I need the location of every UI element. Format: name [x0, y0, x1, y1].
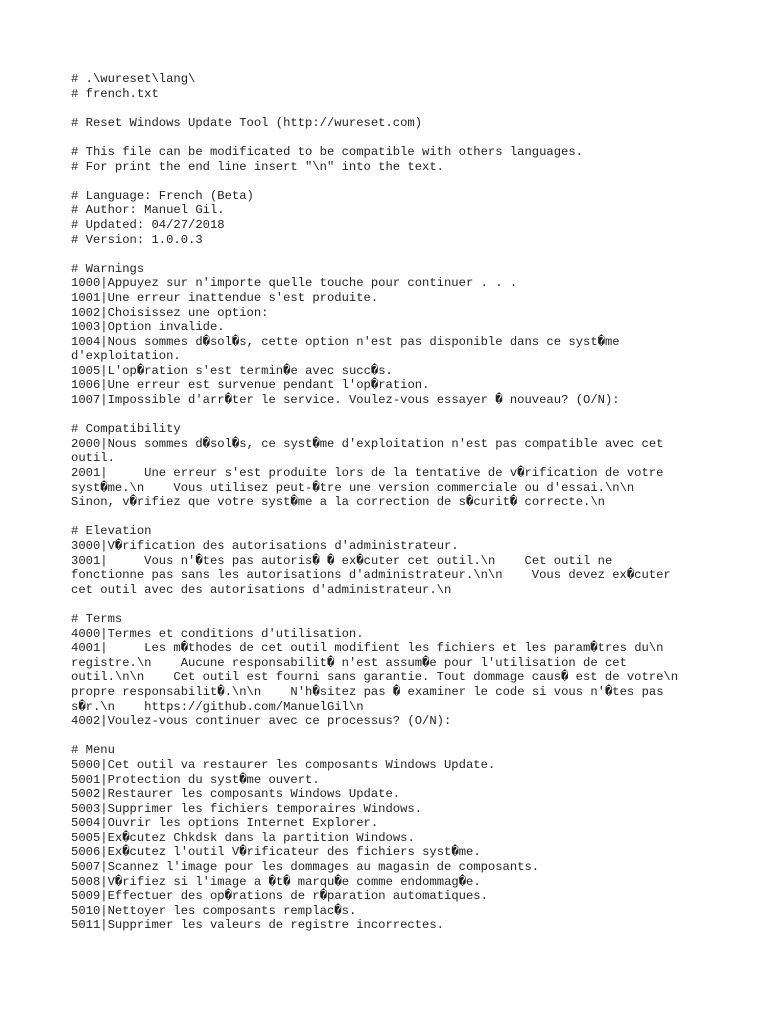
text-line: 4001| Les m�thodes de cet outil modifient les fichiers et les param�tres du\n [71, 641, 664, 656]
text-line: # Updated: 04/27/2018 [71, 217, 225, 232]
text-line: # This file can be modificated to be compatible with others languages. [71, 144, 583, 159]
text-line: 1001|Une erreur inattendue s'est produite. [71, 290, 379, 305]
text-line: outil. [71, 451, 115, 466]
text-line: 5011|Supprimer les valeurs de registre incorrectes. [71, 918, 444, 933]
text-line: 1006|Une erreur est survenue pendant l'op�ration. [71, 378, 430, 393]
text-line: 5008|V�rifiez si l'image a �t� marqu�e comme endommag�e. [71, 874, 481, 889]
text-line [71, 101, 711, 116]
text-line: 1005|L'op�ration s'est termin�e avec succ�s. [71, 363, 393, 378]
text-line [71, 130, 711, 145]
text-line: 5000|Cet outil va restaurer les composants Windows Update. [71, 757, 496, 772]
text-line: # Language: French (Beta) [71, 188, 254, 203]
text-line [71, 597, 711, 612]
text-line: s�r.\n https://github.com/ManuelGil\n [71, 699, 364, 714]
text-line: 3001| Vous n'�tes pas autoris� � ex�cuter cet outil.\n Cet outil ne [71, 553, 613, 568]
text-line [71, 247, 711, 262]
text-line: # Terms [71, 611, 123, 626]
text-line: Sinon, v�rifiez que votre syst�me a la correction de s�curit� correcte.\n [71, 495, 605, 510]
text-line: 5004|Ouvrir les options Internet Explorer. [71, 816, 379, 831]
text-line [71, 729, 711, 744]
text-line: d'exploitation. [71, 349, 181, 364]
text-line: 1002|Choisissez une option: [71, 305, 269, 320]
text-line: cet outil avec des autorisations d'administrateur.\n [71, 582, 452, 597]
document-text [71, 72, 711, 933]
text-line: 2001| Une erreur s'est produite lors de la tentative de v�rification de votre [71, 466, 664, 481]
text-line: # Reset Windows Update Tool (http://wureset.com) [71, 115, 423, 130]
text-line: # Elevation [71, 524, 152, 539]
text-line: # french.txt [71, 86, 159, 101]
text-line: 5006|Ex�cutez l'outil V�rificateur des fichiers syst�me. [71, 845, 481, 860]
text-line: outil.\n\n Cet outil est fourni sans garantie. Tout dommage caus� est de votre\n [71, 670, 679, 685]
text-line: 3000|V�rification des autorisations d'administrateur. [71, 539, 459, 553]
text-line: 5007|Scannez l'image pour les dommages au magasin de composants. [71, 860, 540, 875]
text-line: 5010|Nettoyer les composants remplac�s. [71, 903, 357, 918]
text-line: # Warnings [71, 261, 145, 276]
text-line: 5005|Ex�cutez Chkdsk dans la partition Windows. [71, 830, 415, 845]
text-line: 2000|Nous sommes d�sol�s, ce syst�me d'exploitation n'est pas compatible avec cet [71, 436, 664, 451]
text-line: 1004|Nous sommes d�sol�s, cette option n'est pas disponible dans ce syst�me [71, 334, 620, 349]
text-line: 1007|Impossible d'arr�ter le service. Voulez-vous essayer � nouveau? (O/N): [71, 393, 620, 408]
text-line [71, 408, 711, 423]
text-line: 5009|Effectuer des op�rations de r�paration automatiques. [71, 889, 488, 904]
text-line: # For print the end line insert "\n" into the text. [71, 159, 444, 174]
text-line: 1000|Appuyez sur n'importe quelle touche pour continuer . . . [71, 276, 518, 291]
text-line: # Author: Manuel Gil. [71, 203, 225, 218]
text-line: 5003|Supprimer les fichiers temporaires Windows. [71, 801, 423, 816]
text-line [71, 510, 711, 525]
text-line: 1003|Option invalide. [71, 320, 225, 335]
text-line: # .\wureset\lang\ [71, 72, 196, 86]
text-line: # Version: 1.0.0.3 [71, 232, 203, 247]
text-line: 5002|Restaurer les composants Windows Update. [71, 787, 401, 802]
text-line: registre.\n Aucune responsabilit� n'est assum�e pour l'utilisation de cet [71, 655, 627, 670]
text-line: 4000|Termes et conditions d'utilisation. [71, 626, 364, 641]
text-line [71, 174, 711, 189]
text-line: 4002|Voulez-vous continuer avec ce processus? (O/N): [71, 714, 452, 729]
text-line: propre responsabilit�.\n\n N'h�sitez pas � examiner le code si vous n'�tes pas [71, 684, 664, 699]
text-line: 5001|Protection du syst�me ouvert. [71, 772, 320, 787]
text-line: # Menu [71, 743, 115, 758]
text-line: syst�me.\n Vous utilisez peut-�tre une version commerciale ou d'essai.\n\n [71, 480, 635, 495]
text-line: # Compatibility [71, 422, 181, 437]
text-line: fonctionne pas sans les autorisations d'administrateur.\n\n Vous devez ex�cuter [71, 568, 671, 583]
